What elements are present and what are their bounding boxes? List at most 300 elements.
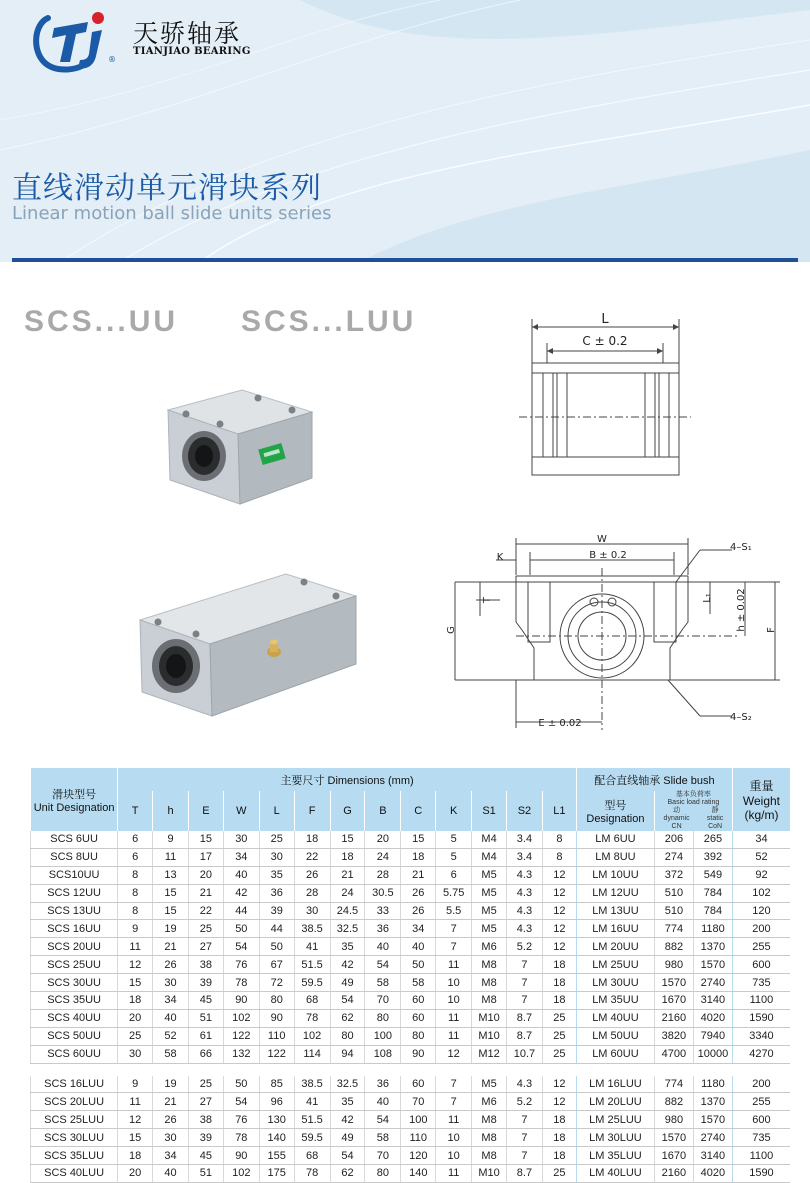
table-cell: 26: [294, 866, 330, 884]
table-cell: 12: [118, 1111, 153, 1129]
table-cell: 18: [118, 992, 153, 1010]
table-cell: 80: [330, 1027, 365, 1045]
table-cell: 100: [401, 1111, 436, 1129]
table-cell: SCS 6UU: [31, 831, 118, 848]
table-cell: 108: [365, 1045, 401, 1063]
table-cell: 80: [365, 1165, 401, 1183]
table-cell: 140: [401, 1165, 436, 1183]
table-cell: 22: [294, 848, 330, 866]
table-cell: 7: [506, 992, 542, 1010]
table-row: [31, 884, 791, 902]
table-cell: 8: [118, 866, 153, 884]
table-cell: 38: [188, 1111, 223, 1129]
table-cell: 5.2: [506, 938, 542, 956]
table-cell: 40: [365, 1093, 401, 1111]
table-cell: 4020: [693, 1165, 732, 1183]
table-cell: 7: [436, 1093, 472, 1111]
table-cell: 110: [259, 1027, 294, 1045]
spec-table: [30, 768, 790, 1183]
table-cell: LM 13UU: [576, 902, 654, 920]
table-cell: 4020: [693, 1009, 732, 1027]
table-row: [31, 866, 791, 884]
table-cell: 15: [153, 902, 189, 920]
header-weight: 重量 Weight (kg/m): [732, 768, 790, 831]
table-cell: LM 6UU: [576, 831, 654, 848]
table-cell: SCS 35UU: [31, 992, 118, 1010]
table-cell: 18: [542, 992, 576, 1010]
table-row: [31, 1009, 791, 1027]
table-cell: 50: [223, 1076, 259, 1093]
table-cell: SCS 25LUU: [31, 1111, 118, 1129]
col-header-W: W: [223, 791, 259, 831]
table-cell: 30: [118, 1045, 153, 1063]
table-cell: 20: [118, 1009, 153, 1027]
table-cell: 40: [401, 938, 436, 956]
table-cell: 90: [259, 1009, 294, 1027]
table-cell: 90: [223, 1147, 259, 1165]
table-cell: 510: [654, 902, 693, 920]
table-cell: 140: [259, 1129, 294, 1147]
table-cell: 4.3: [506, 884, 542, 902]
table-cell: 34: [153, 1147, 189, 1165]
table-cell: 94: [330, 1045, 365, 1063]
table-cell: 120: [732, 902, 790, 920]
table-cell: 9: [118, 920, 153, 938]
table-cell: 52: [732, 848, 790, 866]
table-cell: 85: [259, 1076, 294, 1093]
table-cell: 67: [259, 956, 294, 974]
table-cell: 18: [542, 1147, 576, 1165]
table-cell: M10: [472, 1165, 507, 1183]
table-cell: SCS 12UU: [31, 884, 118, 902]
table-cell: 1180: [693, 1076, 732, 1093]
table-cell: 7: [506, 1111, 542, 1129]
table-cell: 78: [294, 1009, 330, 1027]
table-cell: 54: [330, 1147, 365, 1165]
page-title-cn: 直线滑动单元滑块系列: [12, 171, 322, 206]
table-cell: 1100: [732, 992, 790, 1010]
table-cell: 30: [259, 848, 294, 866]
table-cell: 1570: [693, 956, 732, 974]
table-cell: 78: [223, 974, 259, 992]
table-cell: 6: [118, 848, 153, 866]
col-header-G: G: [330, 791, 365, 831]
table-cell: 34: [223, 848, 259, 866]
table-cell: 8.7: [506, 1009, 542, 1027]
table-cell: 1370: [693, 1093, 732, 1111]
table-cell: 7: [506, 1147, 542, 1165]
table-cell: 175: [259, 1165, 294, 1183]
table-gap: [31, 1063, 791, 1076]
table-cell: 882: [654, 938, 693, 956]
table-cell: 27: [188, 1093, 223, 1111]
table-cell: 784: [693, 884, 732, 902]
table-row: [31, 1147, 791, 1165]
table-cell: 90: [223, 992, 259, 1010]
table-cell: LM 40UU: [576, 1009, 654, 1027]
table-cell: 600: [732, 956, 790, 974]
table-cell: 25: [542, 1027, 576, 1045]
table-cell: 5: [436, 848, 472, 866]
table-cell: M6: [472, 1093, 507, 1111]
table-cell: 39: [259, 902, 294, 920]
table-cell: 3340: [732, 1027, 790, 1045]
table-cell: 102: [223, 1165, 259, 1183]
svg-text:W: W: [597, 534, 607, 545]
col-header-F: F: [294, 791, 330, 831]
table-cell: 41: [294, 1093, 330, 1111]
table-cell: 26: [401, 902, 436, 920]
table-row: [31, 831, 791, 848]
table-row: [31, 1165, 791, 1183]
table-cell: LM 25LUU: [576, 1111, 654, 1129]
table-cell: 44: [223, 902, 259, 920]
svg-text:®: ®: [108, 55, 116, 64]
table-cell: 18: [542, 1129, 576, 1147]
table-cell: SCS 30LUU: [31, 1129, 118, 1147]
table-cell: 35: [259, 866, 294, 884]
table-cell: 774: [654, 1076, 693, 1093]
col-header-L1: L1: [542, 791, 576, 831]
svg-text:T: T: [482, 596, 493, 604]
table-cell: 49: [330, 1129, 365, 1147]
table-cell: 25: [118, 1027, 153, 1045]
col-header-L: L: [259, 791, 294, 831]
table-cell: 255: [732, 938, 790, 956]
table-cell: 12: [118, 956, 153, 974]
table-cell: 90: [401, 1045, 436, 1063]
table-cell: 70: [365, 1147, 401, 1165]
svg-text:C ± 0.2: C ± 0.2: [582, 334, 628, 348]
table-cell: 7940: [693, 1027, 732, 1045]
table-cell: 122: [259, 1045, 294, 1063]
table-cell: 12: [542, 1076, 576, 1093]
table-cell: LM 20LUU: [576, 1093, 654, 1111]
table-cell: 3140: [693, 992, 732, 1010]
table-cell: 58: [401, 974, 436, 992]
table-cell: 24.5: [330, 902, 365, 920]
table-cell: 18: [542, 1111, 576, 1129]
table-cell: 60: [401, 1076, 436, 1093]
table-cell: 42: [330, 1111, 365, 1129]
table-cell: 7: [436, 938, 472, 956]
table-cell: 59.5: [294, 974, 330, 992]
table-cell: 10: [436, 992, 472, 1010]
table-cell: SCS 16LUU: [31, 1076, 118, 1093]
table-cell: SCS 13UU: [31, 902, 118, 920]
svg-text:F: F: [766, 627, 777, 633]
svg-text:B ± 0.2: B ± 0.2: [589, 550, 627, 561]
table-cell: 8: [118, 884, 153, 902]
table-cell: 25: [542, 1009, 576, 1027]
table-cell: M5: [472, 866, 507, 884]
table-cell: SCS 25UU: [31, 956, 118, 974]
table-cell: 42: [330, 956, 365, 974]
table-cell: M5: [472, 1076, 507, 1093]
table-cell: 51.5: [294, 956, 330, 974]
column-header-row: [31, 791, 791, 831]
table-cell: 1370: [693, 938, 732, 956]
col-header-E: E: [188, 791, 223, 831]
table-cell: M10: [472, 1027, 507, 1045]
table-cell: 15: [153, 884, 189, 902]
table-cell: 1670: [654, 1147, 693, 1165]
table-cell: 3.4: [506, 848, 542, 866]
table-cell: 102: [294, 1027, 330, 1045]
col-header-designation: 型号 Designation: [576, 791, 654, 831]
svg-text:4–S₁: 4–S₁: [730, 542, 752, 553]
table-cell: 45: [188, 1147, 223, 1165]
header-rule: [12, 258, 798, 262]
table-cell: 40: [365, 938, 401, 956]
table-cell: 62: [330, 1009, 365, 1027]
table-cell: 18: [542, 974, 576, 992]
table-cell: SCS 60UU: [31, 1045, 118, 1063]
table-cell: 11: [118, 938, 153, 956]
table-cell: 58: [365, 1129, 401, 1147]
table-cell: 265: [693, 831, 732, 848]
table-cell: 12: [542, 938, 576, 956]
table-cell: 1590: [732, 1165, 790, 1183]
svg-text:L: L: [601, 312, 609, 327]
table-row: [31, 1045, 791, 1063]
table-cell: 8: [542, 831, 576, 848]
table-cell: 21: [401, 866, 436, 884]
table-cell: 980: [654, 1111, 693, 1129]
table-cell: 25: [542, 1045, 576, 1063]
table-cell: M5: [472, 884, 507, 902]
svg-text:G: G: [446, 626, 457, 634]
col-header-load-rating: 基本负荷率 Basic load rating 动 dynamic CN 静 static CoN: [654, 791, 732, 831]
table-cell: 19: [153, 920, 189, 938]
table-cell: LM 30LUU: [576, 1129, 654, 1147]
table-cell: 980: [654, 956, 693, 974]
table-cell: 70: [401, 1093, 436, 1111]
table-cell: M8: [472, 1147, 507, 1165]
table-cell: 200: [732, 920, 790, 938]
table-cell: LM 20UU: [576, 938, 654, 956]
table-cell: 274: [654, 848, 693, 866]
table-cell: 50: [223, 920, 259, 938]
table-cell: 28: [365, 866, 401, 884]
table-cell: 10: [436, 974, 472, 992]
table-cell: 21: [330, 866, 365, 884]
table-cell: 12: [542, 920, 576, 938]
table-cell: 58: [153, 1045, 189, 1063]
table-cell: 62: [330, 1165, 365, 1183]
table-cell: 4270: [732, 1045, 790, 1063]
table-cell: 20: [118, 1165, 153, 1183]
table-cell: 12: [542, 902, 576, 920]
table-row: [31, 902, 791, 920]
table-cell: 78: [294, 1165, 330, 1183]
table-cell: M5: [472, 902, 507, 920]
table-cell: SCS 35LUU: [31, 1147, 118, 1165]
company-name-cn: 天骄轴承: [133, 19, 242, 48]
col-header-S1: S1: [472, 791, 507, 831]
table-cell: M12: [472, 1045, 507, 1063]
table-cell: SCS 16UU: [31, 920, 118, 938]
table-cell: M8: [472, 974, 507, 992]
table-cell: 40: [153, 1009, 189, 1027]
table-cell: 10000: [693, 1045, 732, 1063]
col-header-S2: S2: [506, 791, 542, 831]
table-cell: 200: [732, 1076, 790, 1093]
table-cell: 21: [153, 1093, 189, 1111]
table-cell: LM 35LUU: [576, 1147, 654, 1165]
table-cell: 36: [365, 920, 401, 938]
table-cell: 34: [732, 831, 790, 848]
table-cell: 50: [259, 938, 294, 956]
table-cell: 80: [365, 1009, 401, 1027]
table-cell: 15: [118, 974, 153, 992]
table-cell: 21: [188, 884, 223, 902]
table-cell: 12: [542, 884, 576, 902]
header-dimensions: 主要尺寸 Dimensions (mm): [118, 768, 577, 791]
table-cell: LM 40LUU: [576, 1165, 654, 1183]
table-cell: 735: [732, 1129, 790, 1147]
table-cell: 38: [188, 956, 223, 974]
table-cell: LM 12UU: [576, 884, 654, 902]
table-cell: 12: [542, 1093, 576, 1111]
table-cell: 11: [436, 1009, 472, 1027]
table-cell: LM 30UU: [576, 974, 654, 992]
table-cell: 32.5: [330, 1076, 365, 1093]
table-row: [31, 1076, 791, 1093]
table-cell: 30: [153, 974, 189, 992]
table-cell: 24: [365, 848, 401, 866]
table-cell: 1670: [654, 992, 693, 1010]
table-cell: 34: [153, 992, 189, 1010]
table-cell: 20: [188, 866, 223, 884]
table-cell: 1590: [732, 1009, 790, 1027]
table-cell: 30: [294, 902, 330, 920]
table-cell: 4.3: [506, 920, 542, 938]
table-cell: 5: [436, 831, 472, 848]
table-cell: 20: [365, 831, 401, 848]
table-cell: M4: [472, 831, 507, 848]
table-cell: SCS10UU: [31, 866, 118, 884]
table-cell: 26: [153, 1111, 189, 1129]
table-cell: 774: [654, 920, 693, 938]
table-cell: M5: [472, 920, 507, 938]
table-cell: 15: [330, 831, 365, 848]
table-cell: 102: [223, 1009, 259, 1027]
table-cell: SCS 30UU: [31, 974, 118, 992]
table-cell: 510: [654, 884, 693, 902]
table-cell: SCS 8UU: [31, 848, 118, 866]
table-cell: 120: [401, 1147, 436, 1165]
tianjiao-logo: [30, 10, 130, 74]
table-cell: 34: [401, 920, 436, 938]
table-cell: 30: [223, 831, 259, 848]
table-cell: 45: [188, 992, 223, 1010]
table-cell: 80: [401, 1027, 436, 1045]
table-row: [31, 1129, 791, 1147]
table-cell: 122: [223, 1027, 259, 1045]
table-cell: SCS 20LUU: [31, 1093, 118, 1111]
table-cell: 12: [542, 866, 576, 884]
table-cell: 78: [223, 1129, 259, 1147]
table-cell: 7: [506, 956, 542, 974]
table-cell: 8.7: [506, 1165, 542, 1183]
table-cell: 132: [223, 1045, 259, 1063]
table-row: [31, 938, 791, 956]
table-cell: 6: [118, 831, 153, 848]
table-cell: 26: [401, 884, 436, 902]
table-cell: 59.5: [294, 1129, 330, 1147]
table-cell: 17: [188, 848, 223, 866]
table-row: [31, 974, 791, 992]
table-cell: 1570: [654, 1129, 693, 1147]
table-cell: 15: [188, 831, 223, 848]
table-cell: LM 25UU: [576, 956, 654, 974]
table-cell: 42: [223, 884, 259, 902]
table-cell: 9: [153, 831, 189, 848]
table-cell: 255: [732, 1093, 790, 1111]
table-cell: SCS 40LUU: [31, 1165, 118, 1183]
table-cell: 4.3: [506, 1076, 542, 1093]
table-cell: SCS 40UU: [31, 1009, 118, 1027]
table-cell: 15: [118, 1129, 153, 1147]
table-row: [31, 1111, 791, 1129]
uu-rows: [31, 831, 791, 1063]
table-cell: 35: [330, 938, 365, 956]
front-view-drawing: [440, 530, 780, 735]
table-cell: 68: [294, 1147, 330, 1165]
table-cell: 130: [259, 1111, 294, 1129]
table-cell: 4700: [654, 1045, 693, 1063]
table-cell: 66: [188, 1045, 223, 1063]
table-row: [31, 848, 791, 866]
col-header-T: T: [118, 791, 153, 831]
table-cell: 39: [188, 974, 223, 992]
table-cell: 6: [436, 866, 472, 884]
table-cell: 92: [732, 866, 790, 884]
table-cell: 600: [732, 1111, 790, 1129]
table-cell: 54: [330, 992, 365, 1010]
table-cell: 60: [401, 992, 436, 1010]
col-header-C: C: [401, 791, 436, 831]
table-cell: 25: [259, 831, 294, 848]
table-cell: 11: [436, 1027, 472, 1045]
table-cell: 18: [294, 831, 330, 848]
table-cell: 9: [118, 1076, 153, 1093]
table-cell: 2160: [654, 1009, 693, 1027]
table-cell: 11: [118, 1093, 153, 1111]
table-cell: 372: [654, 866, 693, 884]
table-cell: 19: [153, 1076, 189, 1093]
table-cell: M4: [472, 848, 507, 866]
table-cell: 18: [330, 848, 365, 866]
table-row: [31, 920, 791, 938]
table-cell: M8: [472, 956, 507, 974]
svg-text:L₁: L₁: [702, 593, 713, 603]
svg-text:h ± 0.02: h ± 0.02: [736, 588, 747, 632]
col-header-B: B: [365, 791, 401, 831]
table-cell: 392: [693, 848, 732, 866]
table-cell: 70: [365, 992, 401, 1010]
table-cell: 54: [223, 938, 259, 956]
table-cell: LM 16LUU: [576, 1076, 654, 1093]
table-cell: M10: [472, 1009, 507, 1027]
table-cell: 7: [436, 1076, 472, 1093]
svg-text:E ± 0.02: E ± 0.02: [538, 718, 582, 729]
table-cell: 7: [506, 1129, 542, 1147]
table-cell: 100: [365, 1027, 401, 1045]
table-cell: 96: [259, 1093, 294, 1111]
table-cell: 26: [153, 956, 189, 974]
